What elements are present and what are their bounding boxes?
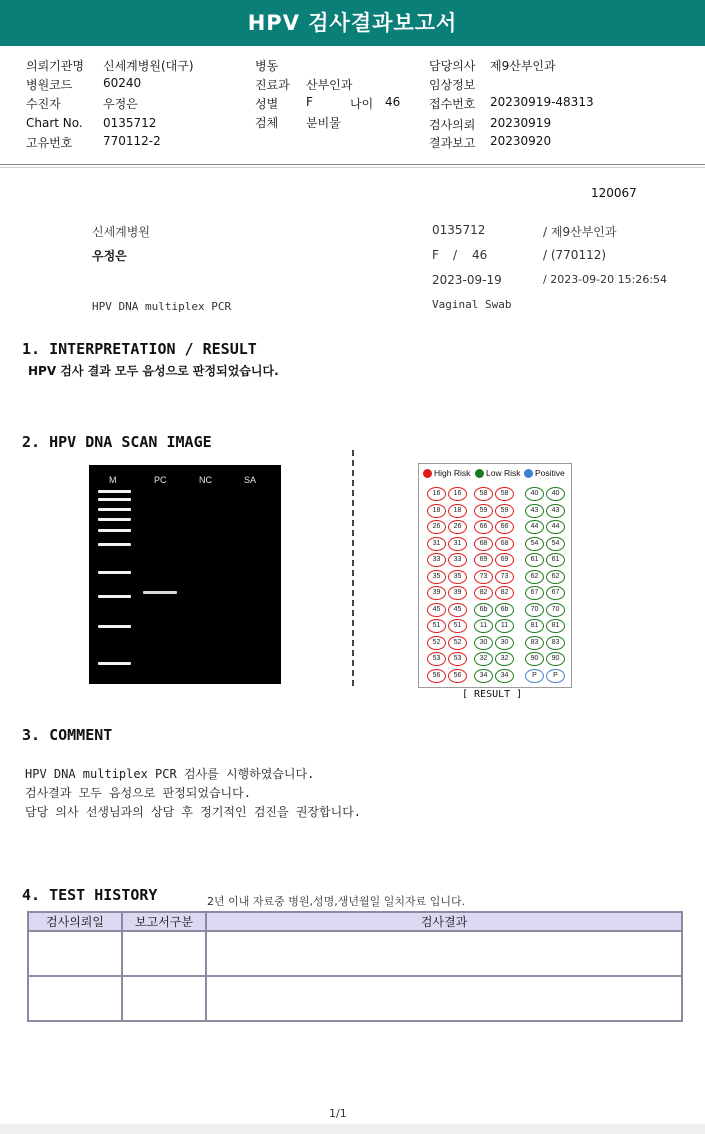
label-department: 진료과 — [255, 78, 290, 92]
hpv-type-marker: 58 — [495, 487, 514, 501]
hpv-type-marker: 44 — [525, 520, 544, 534]
hpv-type-marker: 26 — [448, 520, 467, 534]
hpv-type-marker: 81 — [546, 619, 565, 633]
hpv-type-marker: P — [546, 669, 565, 683]
table-row — [28, 976, 682, 1021]
hpv-type-marker: 66 — [474, 520, 493, 534]
hpv-type-marker: 62 — [546, 570, 565, 584]
hpv-type-marker: 69 — [495, 553, 514, 567]
hpv-type-marker: 43 — [525, 504, 544, 518]
label-ward: 병동 — [255, 59, 279, 73]
hpv-type-marker: 51 — [427, 619, 446, 633]
history-cell — [206, 931, 682, 976]
hpv-type-marker: 90 — [525, 652, 544, 666]
hpv-type-marker: 31 — [448, 537, 467, 551]
hpv-type-marker: 61 — [546, 553, 565, 567]
info-specimen: Vaginal Swab — [432, 298, 512, 311]
legend-label: Positive — [535, 468, 565, 478]
gel-lane-label-sa: SA — [244, 475, 257, 485]
hpv-type-marker: 11 — [474, 619, 493, 633]
result-panel — [418, 463, 572, 688]
value-receipt-no: 20230919-48313 — [490, 95, 594, 109]
label-age: 나이 — [350, 97, 374, 111]
hpv-type-marker: 33 — [448, 553, 467, 567]
hpv-type-marker: 68 — [495, 537, 514, 551]
value-doctor: 제9산부인과 — [490, 59, 556, 73]
hpv-type-marker: 90 — [546, 652, 565, 666]
marker-band — [98, 529, 131, 532]
label-doctor: 담당의사 — [429, 59, 476, 73]
marker-band — [98, 571, 131, 574]
value-age: 46 — [385, 95, 401, 109]
report-title: HPV 검사결과보고서 — [247, 11, 458, 35]
page-bottom-strip — [0, 1124, 705, 1134]
hpv-type-marker: 56 — [448, 669, 467, 683]
hpv-type-marker: 56 — [427, 669, 446, 683]
hpv-type-marker: 6b — [474, 603, 493, 617]
label-requesting-institution: 의뢰기관명 — [26, 59, 84, 73]
gel-lane-label-pc: PC — [154, 475, 167, 485]
comment-line: HPV DNA multiplex PCR 검사를 시행하였습니다. — [25, 767, 315, 781]
section-2-title: 2. HPV DNA SCAN IMAGE — [22, 433, 212, 451]
hpv-type-marker: 73 — [495, 570, 514, 584]
history-cell — [28, 931, 122, 976]
history-header-result: 검사결과 — [206, 912, 682, 931]
label-specimen: 검체 — [255, 116, 279, 130]
hpv-type-marker: 40 — [525, 487, 544, 501]
value-specimen: 분비물 — [306, 116, 341, 130]
info-report-datetime: / 2023-09-20 15:26:54 — [543, 273, 668, 286]
value-report-date: 20230920 — [490, 134, 552, 148]
hpv-type-marker: 61 — [525, 553, 544, 567]
hpv-type-marker: 59 — [495, 504, 514, 518]
value-hospital-code: 60240 — [103, 76, 142, 90]
hpv-type-marker: 83 — [525, 636, 544, 650]
hpv-type-marker: 43 — [546, 504, 565, 518]
value-unique-no: 770112-2 — [103, 134, 161, 148]
hpv-type-marker: 58 — [474, 487, 493, 501]
hpv-type-marker: 67 — [525, 586, 544, 600]
label-chart-no: Chart No. — [26, 116, 83, 130]
history-header-row — [28, 912, 682, 931]
hpv-type-marker: 54 — [546, 537, 565, 551]
hpv-type-marker: 67 — [546, 586, 565, 600]
comment-block — [25, 765, 361, 822]
hpv-type-marker: 33 — [427, 553, 446, 567]
info-birth: / (770112) — [543, 248, 607, 262]
result-caption: [ RESULT ] — [462, 689, 523, 700]
info-age: 46 — [472, 248, 488, 262]
value-requesting-institution: 신세계병원(대구) — [103, 59, 194, 73]
hpv-type-marker: 45 — [448, 603, 467, 617]
info-hospital: 신세계병원 — [92, 225, 150, 239]
history-note: 2년 이내 자료중 병원,성명,생년월일 일치자료 입니다. — [207, 895, 466, 908]
info-dept: / 제9산부인과 — [543, 225, 617, 239]
section-1-title: 1. INTERPRETATION / RESULT — [22, 340, 257, 358]
info-request-date: 2023-09-19 — [432, 273, 502, 287]
comment-line: 담당 의사 선생님과의 상담 후 정기적인 검진을 권장합니다. — [25, 805, 362, 819]
marker-band — [98, 518, 131, 521]
pc-band — [143, 591, 177, 594]
header-divider — [0, 164, 705, 165]
legend-label: Low Risk — [486, 468, 521, 478]
hpv-type-marker: 6b — [495, 603, 514, 617]
hpv-type-marker: 16 — [448, 487, 467, 501]
value-patient: 우정은 — [103, 97, 138, 111]
hpv-type-marker: 70 — [525, 603, 544, 617]
hpv-type-marker: 52 — [427, 636, 446, 650]
gel-lane-label-m: M — [109, 475, 117, 485]
hpv-type-marker: 30 — [474, 636, 493, 650]
hpv-type-marker: 39 — [448, 586, 467, 600]
legend-dot — [423, 469, 432, 478]
hpv-type-marker: 30 — [495, 636, 514, 650]
interpretation-text: HPV 검사 결과 모두 음성으로 판정되었습니다. — [28, 364, 279, 378]
value-sex: F — [306, 95, 313, 109]
label-clinical-info: 임상정보 — [429, 78, 476, 92]
hpv-type-marker: 40 — [546, 487, 565, 501]
hpv-type-marker: 11 — [495, 619, 514, 633]
hpv-type-marker: P — [525, 669, 544, 683]
info-patient: 우정은 — [92, 249, 127, 263]
value-department: 산부인과 — [306, 78, 353, 92]
page-number: 1/1 — [329, 1107, 347, 1120]
hpv-type-marker: 45 — [427, 603, 446, 617]
section-4-title: 4. TEST HISTORY — [22, 886, 158, 904]
history-header-report-type: 보고서구분 — [122, 912, 206, 931]
label-hospital-code: 병원코드 — [26, 78, 73, 92]
hpv-type-marker: 68 — [474, 537, 493, 551]
legend-label: High Risk — [434, 468, 471, 478]
hpv-type-marker: 32 — [474, 652, 493, 666]
hpv-type-marker: 53 — [448, 652, 467, 666]
history-cell — [28, 976, 122, 1021]
info-chart: 0135712 — [432, 223, 486, 237]
hpv-type-marker: 53 — [427, 652, 446, 666]
marker-band — [98, 543, 131, 546]
info-test-name: HPV DNA multiplex PCR — [92, 300, 232, 313]
header-divider-shadow — [0, 167, 705, 168]
hpv-type-marker: 69 — [474, 553, 493, 567]
hpv-type-marker: 73 — [474, 570, 493, 584]
hpv-type-marker: 62 — [525, 570, 544, 584]
hpv-type-marker: 82 — [495, 586, 514, 600]
hpv-type-marker: 51 — [448, 619, 467, 633]
history-table — [27, 911, 683, 1022]
info-sep: / — [453, 248, 458, 262]
table-row — [28, 931, 682, 976]
hpv-type-marker: 35 — [427, 570, 446, 584]
hpv-type-marker: 82 — [474, 586, 493, 600]
marker-band — [98, 625, 131, 628]
hpv-type-marker: 34 — [474, 669, 493, 683]
history-header-request-date: 검사의뢰일 — [28, 912, 122, 931]
label-sex: 성별 — [255, 97, 279, 111]
hpv-type-marker: 54 — [525, 537, 544, 551]
marker-band — [98, 508, 131, 511]
label-unique-no: 고유번호 — [26, 136, 73, 150]
hpv-type-marker: 35 — [448, 570, 467, 584]
history-cell — [122, 931, 206, 976]
marker-band — [98, 595, 131, 598]
label-report-date: 결과보고 — [429, 136, 476, 150]
value-chart-no: 0135712 — [103, 116, 157, 130]
hpv-type-marker: 34 — [495, 669, 514, 683]
hpv-type-marker: 52 — [448, 636, 467, 650]
hpv-type-marker: 16 — [427, 487, 446, 501]
hpv-type-marker: 31 — [427, 537, 446, 551]
gel-image — [89, 465, 281, 684]
marker-band — [98, 662, 131, 665]
hpv-type-marker: 26 — [427, 520, 446, 534]
report-code: 120067 — [591, 186, 637, 200]
title-bar — [0, 0, 705, 46]
hpv-type-marker: 59 — [474, 504, 493, 518]
hpv-type-marker: 66 — [495, 520, 514, 534]
section-3-title: 3. COMMENT — [22, 726, 113, 744]
hpv-type-marker: 32 — [495, 652, 514, 666]
label-patient: 수진자 — [26, 97, 61, 111]
history-cell — [206, 976, 682, 1021]
hpv-type-marker: 81 — [525, 619, 544, 633]
info-sex: F — [432, 248, 439, 262]
hpv-type-marker: 18 — [448, 504, 467, 518]
hpv-type-marker: 18 — [427, 504, 446, 518]
marker-band — [98, 498, 131, 501]
hpv-type-marker: 70 — [546, 603, 565, 617]
value-request-date: 20230919 — [490, 116, 552, 130]
gel-lane-label-nc: NC — [199, 475, 212, 485]
label-receipt-no: 접수번호 — [429, 97, 476, 111]
comment-line: 검사결과 모두 음성으로 판정되었습니다. — [25, 786, 251, 800]
history-cell — [122, 976, 206, 1021]
legend-dot — [524, 469, 533, 478]
hpv-type-marker: 44 — [546, 520, 565, 534]
legend-dot — [475, 469, 484, 478]
marker-band — [98, 490, 131, 493]
hpv-type-marker: 83 — [546, 636, 565, 650]
image-divider — [352, 450, 354, 686]
hpv-type-marker: 39 — [427, 586, 446, 600]
label-request-date: 검사의뢰 — [429, 118, 476, 132]
